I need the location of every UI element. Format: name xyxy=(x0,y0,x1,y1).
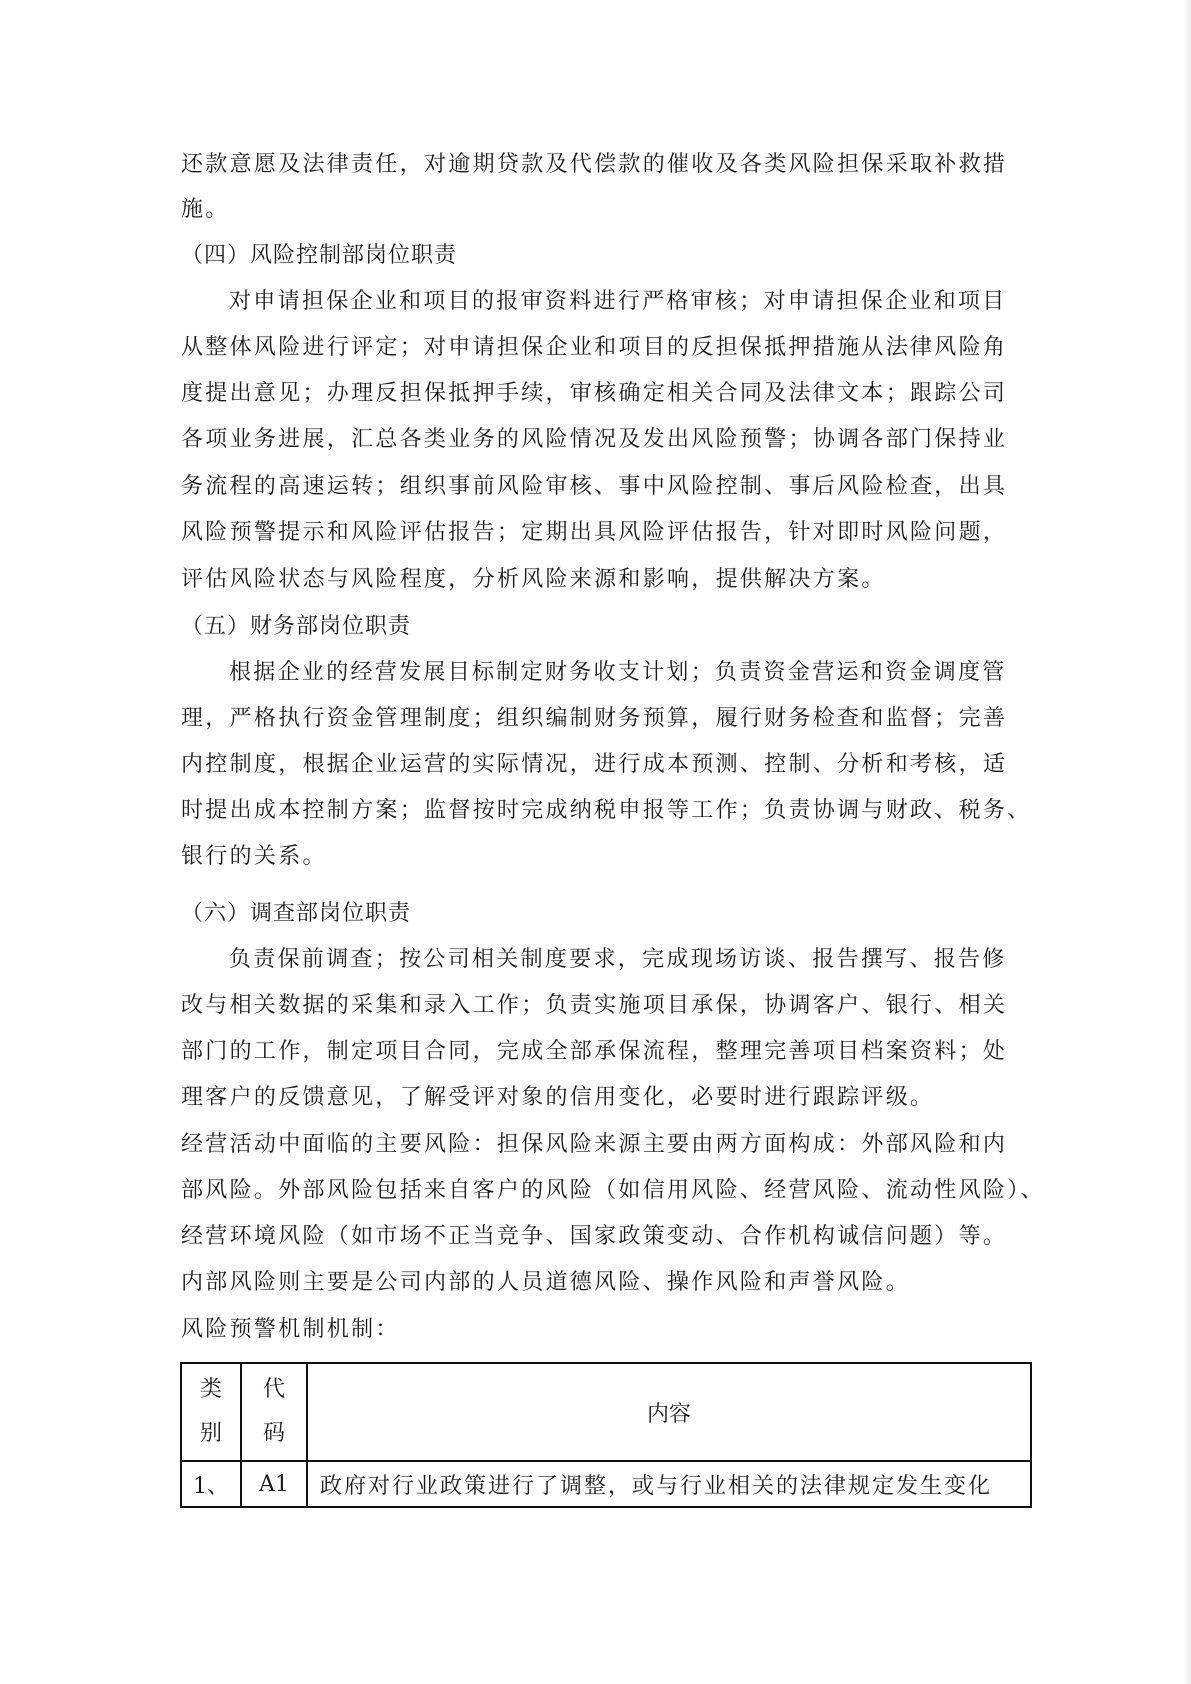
paragraph-line: 部风险。外部风险包括来自客户的风险（如信用风险、经营风险、流动性风险）、 xyxy=(181,1178,1045,1203)
paragraph-line: 风险预警提示和风险评估报告；定期出具风险评估报告，针对即时风险问题， xyxy=(181,520,1008,545)
paragraph-line: 经营活动中面临的主要风险：担保风险来源主要由两方面构成：外部风险和内 xyxy=(181,1132,1008,1157)
header-cell-content: 内容 xyxy=(307,1363,1031,1461)
paragraph-line: 度提出意见；办理反担保抵押手续，审核确定相关合同及法律文本；跟踪公司 xyxy=(181,381,1008,406)
paragraph-line: 改与相关数据的采集和录入工作；负责实施项目承保，协调客户、银行、相关 xyxy=(181,993,1008,1018)
paragraph-line: 从整体风险进行评定；对申请担保企业和项目的反担保抵押措施从法律风险角 xyxy=(181,335,1008,360)
paragraph-line: 根据企业的经营发展目标制定财务收支计划；负责资金营运和资金调度管 xyxy=(229,660,1007,685)
paragraph-line: 银行的关系。 xyxy=(181,844,327,869)
paragraph-line: 风险预警机制机制： xyxy=(181,1317,400,1342)
paragraph-line: 内部风险则主要是公司内部的人员道德风险、操作风险和声誉风险。 xyxy=(181,1270,911,1295)
table-row xyxy=(181,1461,1031,1507)
paragraph-line: 部门的工作，制定项目合同，完成全部承保流程，整理完善项目档案资料；处 xyxy=(181,1039,1008,1064)
header-text: 代 xyxy=(262,1377,285,1402)
paragraph-line: 评估风险状态与风险程度，分析风险来源和影响，提供解决方案。 xyxy=(181,567,886,592)
paragraph-line: 施。 xyxy=(181,197,230,222)
paragraph-line: 时提出成本控制方案；监督按时完成纳税申报等工作；负责协调与财政、税务、 xyxy=(181,798,1032,823)
paragraph-line: 负责保前调查；按公司相关制度要求，完成现场访谈、报告撰写、报告修 xyxy=(229,947,1007,972)
paragraph-line: 还款意愿及法律责任，对逾期贷款及代偿款的催收及各类风险担保采取补救措 xyxy=(181,152,1008,177)
paragraph-line: 理，严格执行资金管理制度；组织编制财务预算，履行财务检查和监督；完善 xyxy=(181,706,1008,731)
cell-code: A1 xyxy=(241,1461,307,1507)
paragraph-line: 内控制度，根据企业运营的实际情况，进行成本预测、控制、分析和考核，适 xyxy=(181,752,1008,777)
paragraph-line: 务流程的高速运转；组织事前风险审核、事中风险控制、事后风险检查，出具 xyxy=(181,474,1008,499)
header-cell-code xyxy=(241,1363,307,1461)
section-heading-investigation: （六）调查部岗位职责 xyxy=(181,901,412,926)
table-header-row xyxy=(181,1363,1031,1461)
header-text: 别 xyxy=(199,1421,222,1446)
section-heading-risk-control: （四）风险控制部岗位职责 xyxy=(181,243,458,268)
header-cell-category xyxy=(181,1363,241,1461)
header-text: 类 xyxy=(199,1377,222,1402)
page-edge-shadow xyxy=(1183,0,1191,1684)
paragraph-line: 对申请担保企业和项目的报审资料进行严格审核；对申请担保企业和项目 xyxy=(229,289,1007,314)
paragraph-line: 各项业务进展，汇总各类业务的风险情况及发出风险预警；协调各部门保持业 xyxy=(181,427,1008,452)
paragraph-line: 经营环境风险（如市场不正当竞争、国家政策变动、合作机构诚信问题）等。 xyxy=(181,1224,1008,1249)
paragraph-line: 理客户的反馈意见，了解受评对象的信用变化，必要时进行跟踪评级。 xyxy=(181,1085,935,1110)
cell-content: 政府对行业政策进行了调整，或与行业相关的法律规定发生变化 xyxy=(307,1461,1031,1507)
header-text: 码 xyxy=(262,1421,285,1446)
risk-warning-table xyxy=(180,1362,1032,1508)
section-heading-finance: （五）财务部岗位职责 xyxy=(181,614,412,639)
cell-category: 1、 xyxy=(181,1461,241,1507)
